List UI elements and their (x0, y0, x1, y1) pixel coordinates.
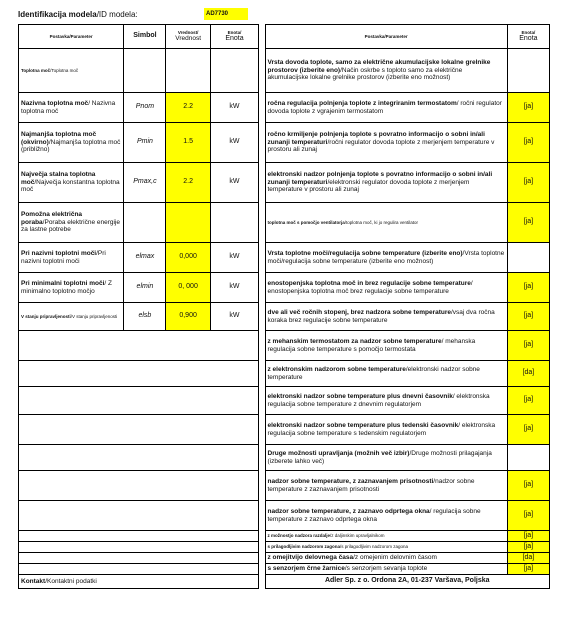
ja-cell: [ja] (507, 303, 549, 331)
right-param-cell: z omejitvijo delovnega časa/z omejenim delovnim časom (265, 553, 507, 564)
table-row (19, 49, 550, 93)
symbol-cell: Pmax,c (124, 163, 166, 203)
unit-cell: kW (210, 303, 258, 331)
left-param-cell: Pomožna električna poraba/Poraba električne energije za lastne potrebe (19, 203, 124, 243)
left-param-cell: Pri minimalni toplotni moči/ Z minimalno toplotno močjo (19, 273, 124, 303)
ja-cell: [ja] (507, 501, 549, 531)
right-param-cell: ročno krmiljenje polnjenja toplote s povratno informacijo o sobni in/ali zunanji temperaturi/ročni regulator dovoda toplote z merjenjem temperature v prostoru ali zunaj (265, 123, 507, 163)
right-param-cell: s senzorjem črne žarnice/s senzorjem sevanja toplote (265, 564, 507, 575)
left-param-cell: V stanju pripravljenosti/V stanju pripravljenosti (19, 303, 124, 331)
model-id-label (18, 10, 138, 19)
col-header-value: Vrednost/ Vrednost (166, 25, 210, 49)
col-header-param2: Postavka/Parameter (265, 25, 507, 49)
model-code: AD7730 (204, 8, 248, 20)
value-cell: 2.2 (166, 163, 210, 203)
contact-label: Kontakt/Kontaktni podatki (19, 575, 259, 589)
table-row (19, 415, 550, 445)
table-row (19, 303, 550, 331)
contact-row (19, 575, 550, 589)
right-param-cell: elektronski nadzor polnjenja toplote s povratno informacijo o sobni in/ali zunanji temperaturi/elektronski regulator dovoda toplote z merjenjem temperature v prostoru ali zunaj (265, 163, 507, 203)
value-cell (166, 203, 210, 243)
model-id-label-bold: Identifikacija modela (18, 10, 97, 19)
right-param-cell: nadzor sobne temperature, z zaznavo odprtega okna/ regulacija sobne temperature z zaznavo odprtega okna (265, 501, 507, 531)
right-param-cell: elektronski nadzor sobne temperature plus dnevni časovnik/ elektronska regulacija sobne temperature z dnevnim regulatorjem (265, 387, 507, 415)
ja-cell: [ja] (507, 531, 549, 542)
ja-cell: [ja] (507, 415, 549, 445)
right-param-cell: dve ali več ročnih stopenj, brez nadzora sobne temperature/vsaj dva ročna koraka brez regulacije sobne temperature (265, 303, 507, 331)
right-param-cell: z možnostjo nadzora razdalje/z daljinskim upravljalnikom (265, 531, 507, 542)
table-row (19, 361, 550, 387)
symbol-cell: Pmin (124, 123, 166, 163)
ja-cell: [ja] (507, 387, 549, 415)
model-id-label-rest: /ID modela: (96, 10, 138, 19)
ja-cell: [da] (507, 361, 549, 387)
right-param-cell: z mehanskim termostatom za nadzor sobne temperature/ mehanska regulacija sobne temperature s pomočjo termostata (265, 331, 507, 361)
value-cell: 1.5 (166, 123, 210, 163)
left-param-cell: Največja stalna toplotna moč/Največja konstantna toplotna moč (19, 163, 124, 203)
right-param-cell: ročna regulacija polnjenja toplote z integriranim termostatom/ ročni regulator dovoda toplote z vgrajenim termostatom (265, 93, 507, 123)
left-param-cell: Pri nazivni toplotni moči/Pri nazivni toplotni moči (19, 243, 124, 273)
ja-cell: [ja] (507, 542, 549, 553)
unit-cell: kW (210, 163, 258, 203)
symbol-cell: Pnom (124, 93, 166, 123)
symbol-cell: elmin (124, 273, 166, 303)
right-param-cell: s prilagodljivim nadzorom zagona/s prilagodljivim nadzorom zagona (265, 542, 507, 553)
table-row (19, 203, 550, 243)
col-header-param: Postavka/Parameter (19, 25, 124, 49)
value-cell: 2.2 (166, 93, 210, 123)
unit-cell: kW (210, 93, 258, 123)
value-cell: 0,000 (166, 243, 210, 273)
table-row (19, 273, 550, 303)
table-row (19, 331, 550, 361)
symbol-cell: elsb (124, 303, 166, 331)
col-header-unit2: Enota/ Enota (507, 25, 549, 49)
table-row (19, 243, 550, 273)
right-param-cell: z elektronskim nadzorom sobne temperature/elektronski nadzor sobne temperature (265, 361, 507, 387)
table-row (19, 445, 550, 471)
ja-cell: [ja] (507, 93, 549, 123)
right-param-cell: elektronski nadzor sobne temperature plus tedenski časovnik/ elektronska regulacija sobne temperature s tedenskim regulatorjem (265, 415, 507, 445)
unit-cell: kW (210, 273, 258, 303)
table-row (19, 123, 550, 163)
col-header-unit: Enota/ Enota (210, 25, 258, 49)
ja-cell: [ja] (507, 564, 549, 575)
right-param-cell: toplotna moč s pomočjo ventilatorja/toplotna moč, ki jo regulira ventilator (265, 203, 507, 243)
table-header-row (19, 25, 550, 49)
table-row (19, 387, 550, 415)
right-param-cell: enostopenjska toplotna moč in brez regulacije sobne temperature/ enostopenjska toplotna moč brez regulacije sobne temperature (265, 273, 507, 303)
right-param-cell: Vrsta toplotne moči/regulacija sobne temperature (izberite eno)/Vrsta toplotne moči/regulacija sobne temperature (izberite eno možnost) (265, 243, 507, 273)
ja-cell: [ja] (507, 123, 549, 163)
right-param-cell: Druge možnosti upravljanja (možnih več izbir)/Druge možnosti prilagajanja (izberete lahko več) (265, 445, 507, 471)
value-cell: 0,900 (166, 303, 210, 331)
table-row (19, 93, 550, 123)
unit-cell: kW (210, 123, 258, 163)
contact-address: Adler Sp. z o. Ordona 2A, 01-237 Varšava, Poljska (265, 575, 550, 589)
table-row (19, 163, 550, 203)
table-row (19, 471, 550, 501)
ja-cell: [ja] (507, 331, 549, 361)
spec-table (18, 24, 550, 589)
right-param-cell: nadzor sobne temperature, z zaznavanjem prisotnosti/nadzor sobne temperature z zaznavanjem prisotnosti (265, 471, 507, 501)
table-row (19, 501, 550, 531)
ja-cell: [ja] (507, 273, 549, 303)
left-param-cell: Najmanjša toplotna moč (okvirno)/Najmanjša toplotna moč (približno) (19, 123, 124, 163)
symbol-cell: elmax (124, 243, 166, 273)
table-row (19, 564, 550, 575)
ja-cell: [ja] (507, 471, 549, 501)
table-row (19, 531, 550, 542)
left-param-cell: Toplotna moč/Toplotna moč (19, 49, 124, 93)
value-cell: 0, 000 (166, 273, 210, 303)
ja-cell: [ja] (507, 163, 549, 203)
table-row (19, 553, 550, 564)
ja-cell: [da] (507, 553, 549, 564)
left-param-cell: Nazivna toplotna moč/ Nazivna toplotna moč (19, 93, 124, 123)
unit-cell: kW (210, 243, 258, 273)
col-header-symbol: Simbol (124, 25, 166, 49)
table-row (19, 542, 550, 553)
right-param-cell: Vrsta dovoda toplote, samo za električne akumulacijske lokalne grelnike prostorov (izberite eno)/Način oskrbe s toploto samo za električne akumulacijske lokalne grelnike prostorov (izberite eno možnost) (265, 49, 507, 93)
ja-cell: [ja] (507, 203, 549, 243)
